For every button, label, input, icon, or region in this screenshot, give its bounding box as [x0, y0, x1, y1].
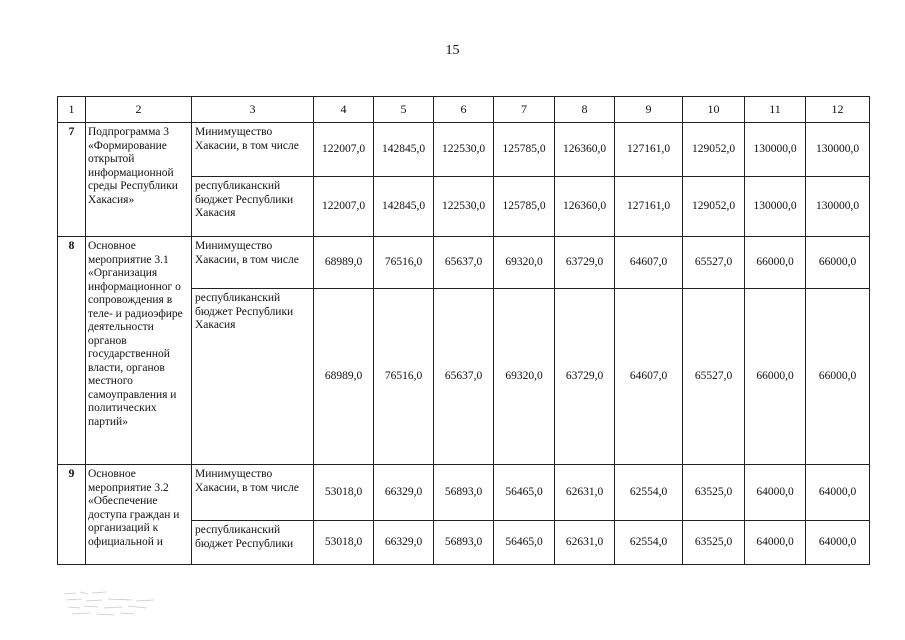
budget-table [57, 96, 870, 565]
program-name: Основное мероприятие 3.2 «Обеспечение доступа граждан и организаций к официальной и [86, 465, 192, 565]
table-cell: 56893,0 [434, 521, 494, 565]
table-cell: 130000,0 [745, 123, 806, 177]
column-header: 10 [683, 97, 745, 123]
table-cell: 130000,0 [806, 123, 870, 177]
table-row [58, 465, 870, 521]
table-cell: 66329,0 [374, 521, 434, 565]
funding-source: республиканский бюджет Республики [192, 521, 314, 565]
column-header: 6 [434, 97, 494, 123]
table-cell: 66000,0 [806, 289, 870, 465]
table-cell: 66000,0 [745, 237, 806, 289]
table-header-row [58, 97, 870, 123]
scan-artifact-mark [62, 588, 162, 618]
table-cell: 65527,0 [683, 289, 745, 465]
table-cell: 63729,0 [555, 289, 615, 465]
table-cell: 142845,0 [374, 123, 434, 177]
table-cell: 122530,0 [434, 177, 494, 237]
table-cell: 53018,0 [314, 521, 374, 565]
table-cell: 127161,0 [615, 177, 683, 237]
table-cell: 65637,0 [434, 289, 494, 465]
row-index: 8 [58, 237, 86, 465]
table-cell: 64000,0 [806, 521, 870, 565]
table-cell: 127161,0 [615, 123, 683, 177]
page-number: 15 [445, 43, 460, 58]
funding-source: республиканский бюджет Республики Хакасия [192, 177, 314, 237]
table-cell: 64607,0 [615, 289, 683, 465]
program-name: Подпрограмма 3 «Формирование открытой информационной среды Республики Хакасия» [86, 123, 192, 237]
table-cell: 122007,0 [314, 177, 374, 237]
table-cell: 126360,0 [555, 177, 615, 237]
table-row [58, 237, 870, 289]
table-cell: 142845,0 [374, 177, 434, 237]
table-cell: 64000,0 [745, 521, 806, 565]
table-cell: 69320,0 [494, 237, 555, 289]
column-header: 1 [58, 97, 86, 123]
table-cell: 66000,0 [806, 237, 870, 289]
table-cell: 62554,0 [615, 521, 683, 565]
table-cell: 125785,0 [494, 177, 555, 237]
table-cell: 122530,0 [434, 123, 494, 177]
table-cell: 62631,0 [555, 521, 615, 565]
column-header: 4 [314, 97, 374, 123]
funding-source: Минимущество Хакасии, в том числе [192, 123, 314, 177]
table-cell: 129052,0 [683, 123, 745, 177]
table-cell: 64607,0 [615, 237, 683, 289]
table-cell: 56465,0 [494, 465, 555, 521]
table-cell: 62554,0 [615, 465, 683, 521]
column-header: 5 [374, 97, 434, 123]
table-cell: 64000,0 [745, 465, 806, 521]
column-header: 11 [745, 97, 806, 123]
table-cell: 66329,0 [374, 465, 434, 521]
table-cell: 63525,0 [683, 521, 745, 565]
table-cell: 125785,0 [494, 123, 555, 177]
table-cell: 126360,0 [555, 123, 615, 177]
table-cell: 76516,0 [374, 237, 434, 289]
funding-source: Минимущество Хакасии, в том числе [192, 237, 314, 289]
funding-source: республиканский бюджет Республики Хакасия [192, 289, 314, 465]
column-header: 9 [615, 97, 683, 123]
column-header: 3 [192, 97, 314, 123]
table-cell: 62631,0 [555, 465, 615, 521]
table-cell: 63525,0 [683, 465, 745, 521]
table-cell: 65527,0 [683, 237, 745, 289]
table-cell: 68989,0 [314, 237, 374, 289]
table-row [58, 123, 870, 177]
table-cell: 56465,0 [494, 521, 555, 565]
table-cell: 69320,0 [494, 289, 555, 465]
funding-source: Минимущество Хакасии, в том числе [192, 465, 314, 521]
table-cell: 122007,0 [314, 123, 374, 177]
table-cell: 66000,0 [745, 289, 806, 465]
table-cell: 64000,0 [806, 465, 870, 521]
column-header: 2 [86, 97, 192, 123]
table-cell: 63729,0 [555, 237, 615, 289]
table-cell: 130000,0 [745, 177, 806, 237]
table-cell: 53018,0 [314, 465, 374, 521]
column-header: 7 [494, 97, 555, 123]
table-cell: 68989,0 [314, 289, 374, 465]
table-cell: 65637,0 [434, 237, 494, 289]
row-index: 9 [58, 465, 86, 565]
table-cell: 130000,0 [806, 177, 870, 237]
table-cell: 56893,0 [434, 465, 494, 521]
column-header: 8 [555, 97, 615, 123]
table-cell: 129052,0 [683, 177, 745, 237]
program-name: Основное мероприятие 3.1 «Организация информационног о сопровождения в теле- и радиоэфире деятельности органов государственной власти, органов местного самоуправления и политических партий» [86, 237, 192, 465]
table-cell: 76516,0 [374, 289, 434, 465]
row-index: 7 [58, 123, 86, 237]
column-header: 12 [806, 97, 870, 123]
